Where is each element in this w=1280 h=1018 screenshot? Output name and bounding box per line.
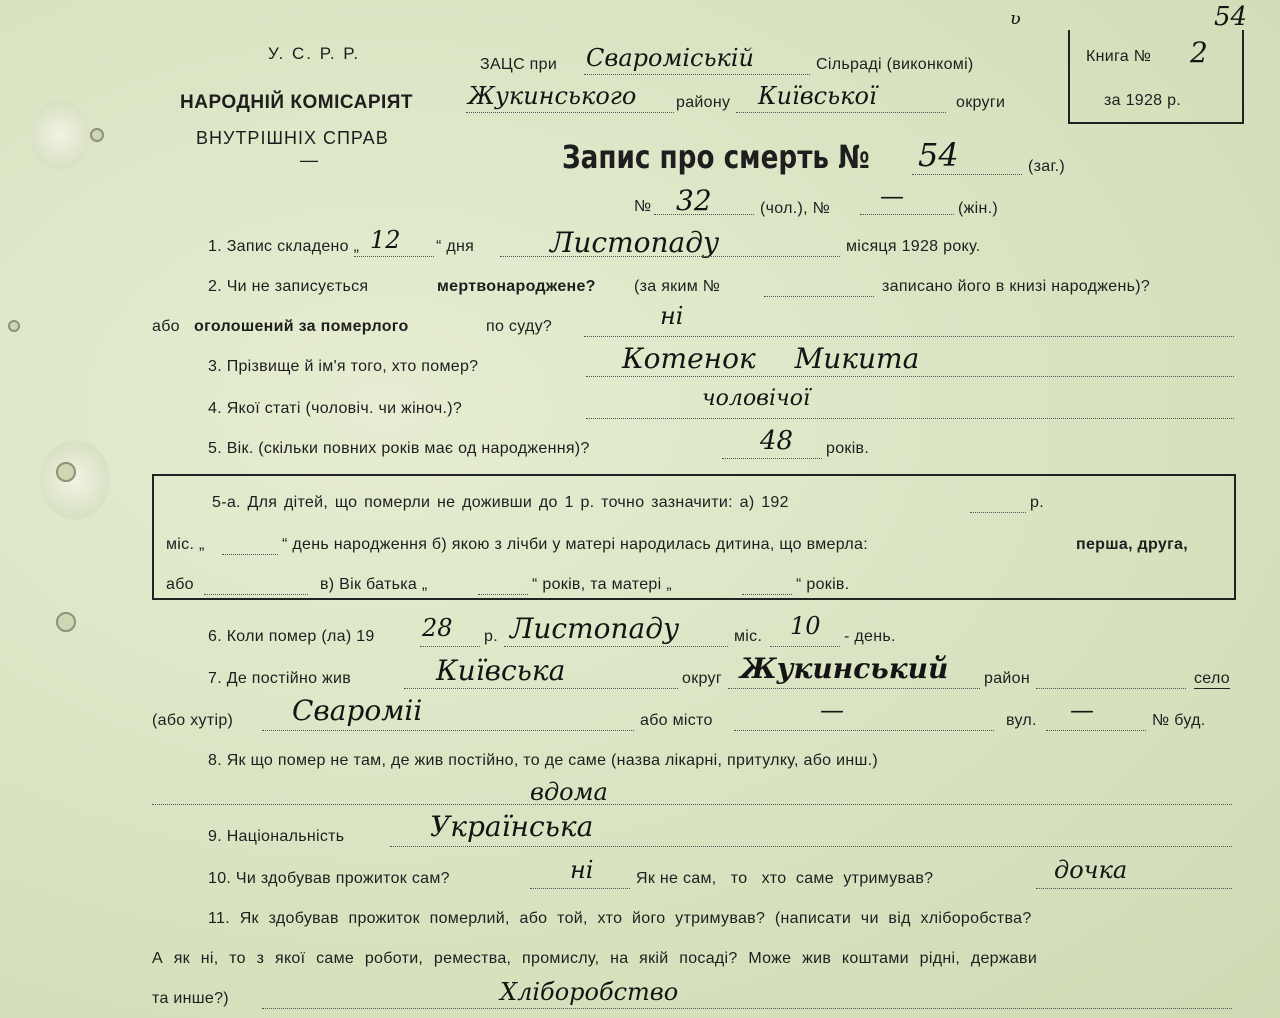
binder-hole [56,612,76,632]
record-day-handwritten: 12 [370,226,401,254]
binder-hole [90,128,104,142]
declared-dead-handwritten: ні [660,302,684,330]
residence-village-handwritten: Свароміі [292,694,423,727]
line7-selo: село [1194,670,1230,687]
death-year-handwritten: 28 [422,614,453,642]
residence-city-handwritten: — [820,696,844,724]
supporter-handwritten: дочка [1054,856,1128,884]
line4-prefix: 4. Якої статі (чоловіч. чи жіноч.)? [208,400,463,417]
line8-prefix: 8. Як що помер не там, де жив постійно, то де саме (назва лікарні, притулку, або инш.) [208,752,878,769]
commissariat-title: НАРОДНІЙ КОМІСАРІЯТ [180,92,414,113]
deceased-name-handwritten: Котенок Микита [622,342,920,375]
corner-mark: ʋ [1010,8,1021,29]
header-dash: — [300,150,318,170]
line6-mis: міс. [734,628,763,645]
residence-street-handwritten: — [1070,696,1094,724]
line10-prefix: 10. Чи здобував прожиток сам? [208,870,450,887]
line7b-mid: або місто [640,712,713,729]
line5a-text2-bold: перша, друга, [1076,536,1188,553]
line10-mid: Як не сам, то хто саме утримував? [636,870,934,887]
record-number-handwritten: 54 [918,136,959,174]
line2b-mid: по суду? [486,318,553,335]
line5a-text2-mid: “ день народження б) якою з лічби у матері народилась дитина, що вмерла: [282,536,868,553]
nationality-handwritten: Українська [430,810,594,843]
line2b-prefix: або [152,318,180,335]
line5-prefix: 5. Вік. (скільки повних років має од народження)? [208,440,590,457]
binder-hole [8,320,20,332]
death-day-handwritten: 10 [790,612,821,640]
village-council-handwritten: Свароміській [586,44,754,72]
line9-prefix: 9. Національність [208,828,345,845]
female-label: (жін.) [958,200,998,217]
line5a-text3-mid: в) Вік батька „ [320,576,428,593]
residence-okrug-handwritten: Київська [436,654,566,687]
book-year: за 1928 р. [1104,92,1182,109]
line5a-text1: 5-а. Для дітей, що померли не доживши до 1 р. точно зазначити: а) 192 [212,494,789,511]
zags-prefix: ЗАЦС при [480,56,558,73]
line6-r: р. [484,628,498,645]
death-month-handwritten: Листопаду [510,612,680,645]
line5a-text2-prefix: міс. „ [166,536,205,553]
age-handwritten: 48 [760,426,794,456]
place-of-death-handwritten: вдома [530,778,608,806]
line7b-street: вул. [1006,712,1037,729]
line5-suffix: років. [826,440,870,457]
department-title: ВНУТРІШНІХ СПРАВ [196,128,389,148]
line6-prefix: 6. Коли помер (ла) 19 [208,628,375,645]
page-number: 54 [1214,2,1248,32]
okrug-handwritten: Київської [758,82,877,110]
paper-stain [30,100,90,170]
line2b-bold: оголошений за померлого [194,318,409,335]
republic-label: У. С. Р. Р. [268,44,361,63]
male-label: (чол.), № [760,200,831,217]
line2-bold: мертвонароджене? [437,278,596,295]
line11-c: та инше?) [152,990,229,1007]
line7b-house: № буд. [1152,712,1206,729]
book-label: Книга № [1086,48,1152,65]
line5a-text3-mid2: “ років, та матері „ [532,576,672,593]
line1-suffix: місяця 1928 року. [846,238,981,255]
line11-b: А як ні, то з якої саме роботи, ремества, промислу, на якій посаді? Може жив коштами рідні, держави [152,950,1038,967]
line6-suffix: - день. [844,628,896,645]
line7-okrug-label: округ [682,670,722,687]
record-month-handwritten: Листопаду [550,226,720,259]
occupation-handwritten: Хліборобство [500,978,679,1006]
book-number-handwritten: 2 [1190,36,1208,69]
sex-handwritten: чоловічої [702,386,810,411]
line7-prefix: 7. Де постійно жив [208,670,352,687]
line2-suffix: записано його в книзі народжень)? [882,278,1151,295]
line2-mid: (за яким № [634,278,721,295]
line1-prefix: 1. Запис складено „ [208,238,360,255]
district-label: району [676,94,731,111]
line7b-prefix: (або хутір) [152,712,234,729]
binder-hole [56,462,76,482]
no-label: № [634,198,652,215]
self-supporting-handwritten: ні [570,856,594,884]
line7-raion-label: район [984,670,1030,687]
line11-a: 11. Як здобував прожиток померлий, або той, хто його утримував? (написати чи від хліборобства? [208,910,1032,927]
line5a-text3-end: “ років. [796,576,850,593]
line3-prefix: 3. Прізвище й ім'я того, хто помер? [208,358,479,375]
district-handwritten: Жукинського [468,82,637,110]
residence-raion-handwritten: Жукинський [740,652,949,685]
line5a-text3-prefix: або [166,576,194,593]
male-number-handwritten: 32 [676,184,712,217]
council-suffix: Сільраді (виконкомі) [816,56,974,73]
female-number-handwritten: — [880,182,904,210]
paper-stain [40,440,110,520]
line5a-text1-end: р. [1030,494,1044,511]
okrug-label: округи [956,94,1006,111]
record-title-suffix: (заг.) [1028,158,1066,175]
line1-mid: “ дня [436,238,475,255]
line2-prefix: 2. Чи не записується [208,278,369,295]
record-title: Запис про смерть № [562,138,870,176]
